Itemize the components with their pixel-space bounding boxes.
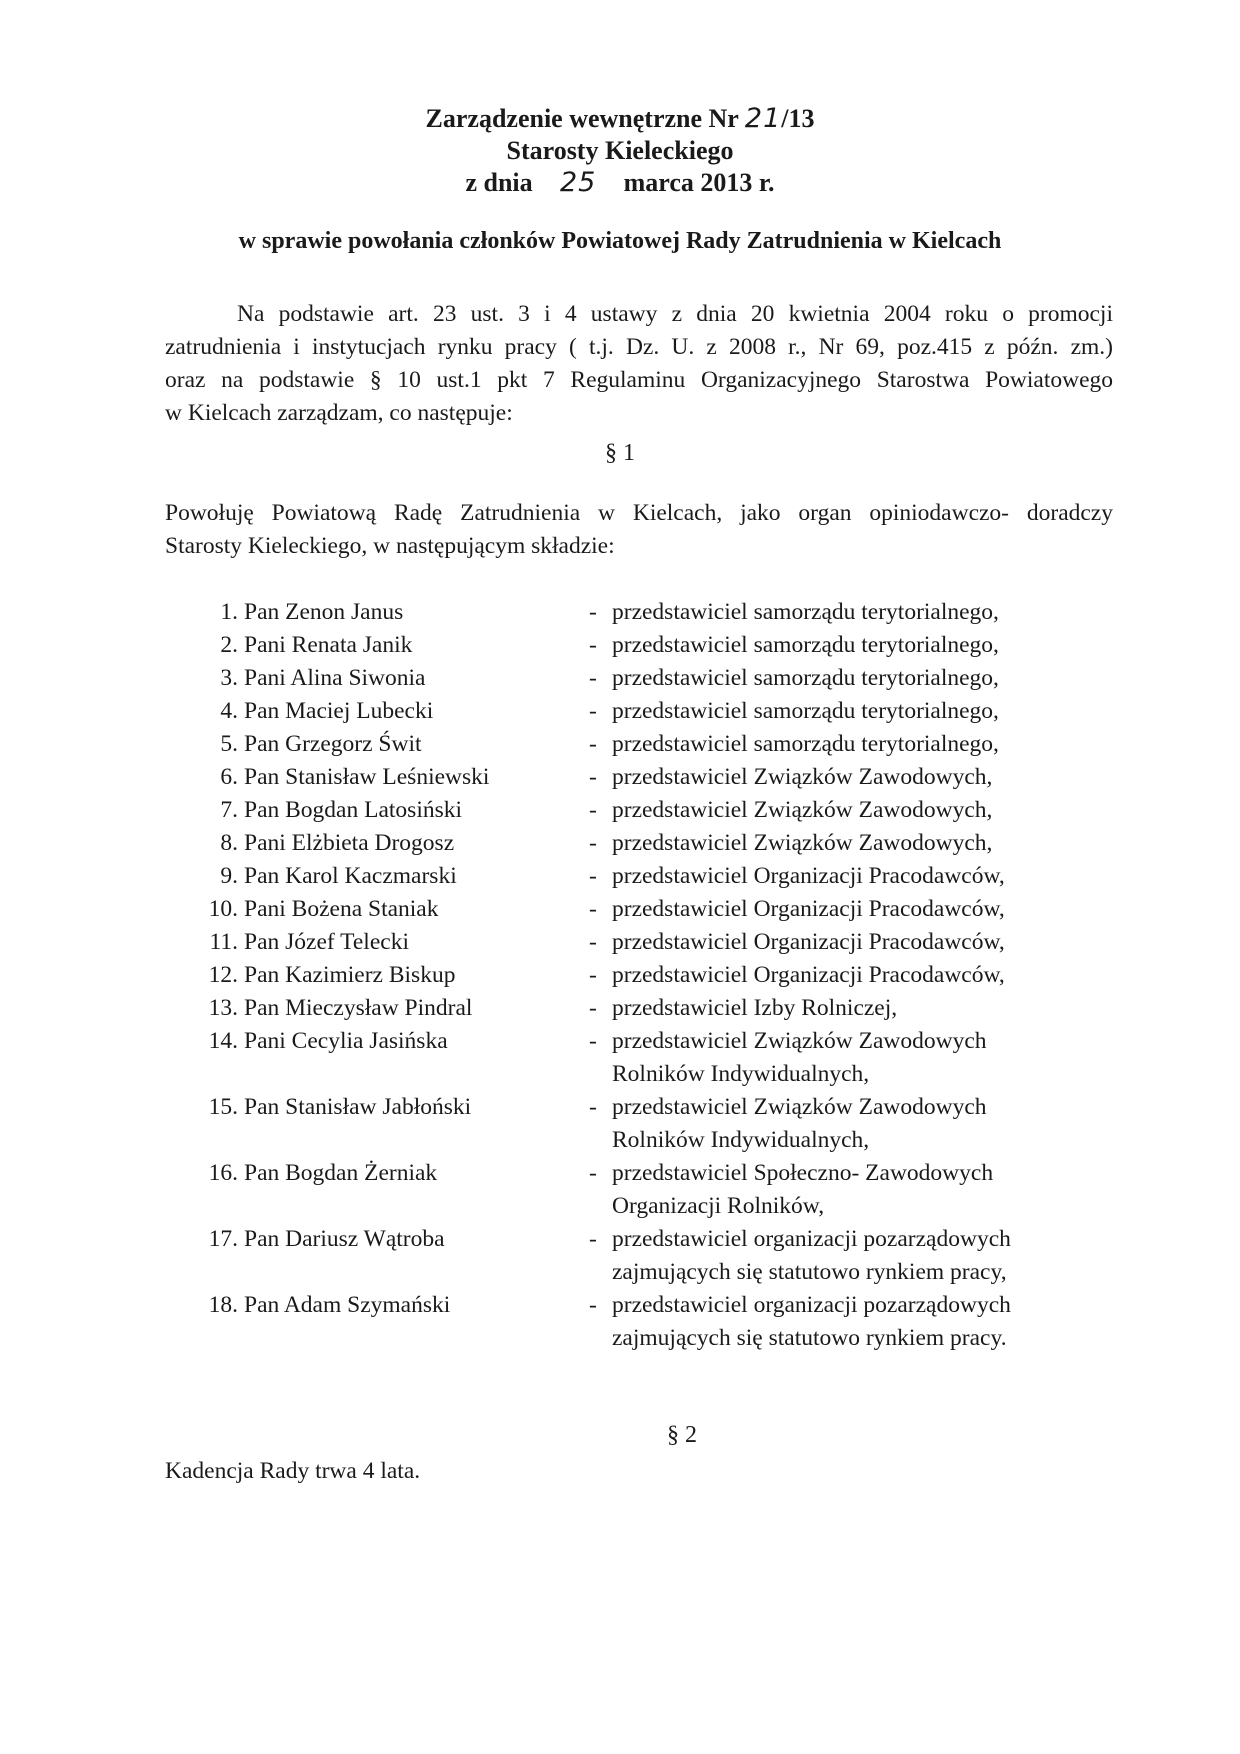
title-suffix: /13 bbox=[781, 104, 815, 133]
list-item bbox=[200, 827, 1100, 860]
member-number: 4. bbox=[220, 698, 238, 724]
member-dash: - bbox=[589, 830, 597, 856]
member-number: 17. bbox=[208, 1226, 238, 1252]
member-role bbox=[612, 662, 1082, 695]
member-name: Pan Karol Kaczmarski bbox=[244, 863, 457, 889]
list-item bbox=[200, 1025, 1100, 1091]
section-1-line: Powołuję Powiatową Radę Zatrudnienia w Kielcach, jako organ opiniodawczo- doradczy bbox=[165, 500, 1113, 526]
member-role-line: zajmujących się statutowo rynkiem pracy, bbox=[612, 1259, 1007, 1285]
date-suffix: marca 2013 r. bbox=[623, 168, 775, 197]
member-dash: - bbox=[589, 1028, 597, 1054]
member-number: 3. bbox=[220, 665, 238, 691]
member-number: 13. bbox=[208, 995, 238, 1021]
member-number: 8. bbox=[220, 830, 238, 856]
member-name: Pan Józef Telecki bbox=[244, 929, 409, 955]
member-role bbox=[612, 992, 1082, 1025]
legal-basis-line: oraz na podstawie § 10 ust.1 pkt 7 Regulaminu Organizacyjnego Starostwa Powiatowego bbox=[165, 367, 1113, 393]
member-role-line: przedstawiciel Związków Zawodowych, bbox=[612, 797, 993, 823]
legal-basis-paragraph bbox=[165, 298, 1113, 430]
issuing-authority: Starosty Kieleckiego bbox=[506, 136, 734, 165]
member-name: Pani Renata Janik bbox=[244, 632, 413, 658]
member-number: 16. bbox=[208, 1160, 238, 1186]
members-list bbox=[200, 596, 1100, 1355]
member-name: Pan Dariusz Wątroba bbox=[244, 1226, 445, 1252]
list-item bbox=[200, 893, 1100, 926]
member-role bbox=[612, 761, 1082, 794]
member-role bbox=[612, 695, 1082, 728]
list-item bbox=[200, 629, 1100, 662]
member-dash: - bbox=[589, 1094, 597, 1120]
member-name: Pani Elżbieta Drogosz bbox=[244, 830, 455, 856]
member-name: Pan Grzegorz Świt bbox=[244, 731, 422, 757]
member-number: 6. bbox=[220, 764, 238, 790]
member-number: 2. bbox=[220, 632, 238, 658]
member-dash: - bbox=[589, 764, 597, 790]
member-dash: - bbox=[589, 1160, 597, 1186]
member-number: 12. bbox=[208, 962, 238, 988]
member-number: 10. bbox=[208, 896, 238, 922]
member-role bbox=[612, 1157, 1082, 1223]
member-dash: - bbox=[589, 1292, 597, 1318]
member-role bbox=[612, 893, 1082, 926]
list-item bbox=[200, 761, 1100, 794]
member-role-line: Organizacji Rolników, bbox=[612, 1193, 825, 1219]
member-name: Pan Mieczysław Pindral bbox=[244, 995, 473, 1021]
member-dash: - bbox=[589, 962, 597, 988]
list-item bbox=[200, 1091, 1100, 1157]
member-number: 5. bbox=[220, 731, 238, 757]
member-role-line: Rolników Indywidualnych, bbox=[612, 1127, 870, 1153]
legal-basis-line: zatrudnienia i instytucjach rynku pracy ( t.j. Dz. U. z 2008 r., Nr 69, poz.415 z późn. zm.) bbox=[165, 334, 1113, 360]
member-role-line: przedstawiciel organizacji pozarządowych bbox=[612, 1292, 1011, 1318]
member-role-line: przedstawiciel Organizacji Pracodawców, bbox=[612, 896, 1005, 922]
member-role-line: przedstawiciel Związków Zawodowych bbox=[612, 1028, 987, 1054]
member-dash: - bbox=[589, 731, 597, 757]
section-2-text: Kadencja Rady trwa 4 lata. bbox=[165, 1458, 421, 1484]
section-1-line: Starosty Kieleckiego, w następującym składzie: bbox=[165, 533, 615, 559]
member-role bbox=[612, 1289, 1082, 1355]
document-subject: w sprawie powołania członków Powiatowej Rady Zatrudnienia w Kielcach bbox=[238, 228, 1002, 254]
member-role bbox=[612, 1025, 1082, 1091]
member-name: Pani Alina Siwonia bbox=[244, 665, 426, 691]
member-number: 14. bbox=[208, 1028, 238, 1054]
member-dash: - bbox=[589, 797, 597, 823]
document-date bbox=[0, 168, 1240, 198]
handwritten-number: 21 bbox=[744, 103, 782, 134]
member-dash: - bbox=[589, 599, 597, 625]
list-item bbox=[200, 728, 1100, 761]
list-item bbox=[200, 959, 1100, 992]
list-item bbox=[200, 1289, 1100, 1355]
member-dash: - bbox=[589, 632, 597, 658]
member-role bbox=[612, 1091, 1082, 1157]
list-item bbox=[200, 662, 1100, 695]
member-role bbox=[612, 827, 1082, 860]
member-number: 18. bbox=[208, 1292, 238, 1318]
member-name: Pan Adam Szymański bbox=[244, 1292, 451, 1318]
section-1-heading: § 1 bbox=[605, 440, 635, 466]
member-role bbox=[612, 728, 1082, 761]
list-item bbox=[200, 596, 1100, 629]
list-item bbox=[200, 1157, 1100, 1223]
section-2-heading: § 2 bbox=[667, 1422, 697, 1448]
member-role bbox=[612, 596, 1082, 629]
date-prefix: z dnia bbox=[465, 168, 533, 197]
member-role-line: przedstawiciel samorządu terytorialnego, bbox=[612, 698, 999, 724]
handwritten-day: 25 bbox=[559, 167, 597, 198]
member-role-line: przedstawiciel samorządu terytorialnego, bbox=[612, 731, 999, 757]
member-role-line: przedstawiciel Związków Zawodowych, bbox=[612, 830, 993, 856]
member-role-line: przedstawiciel samorządu terytorialnego, bbox=[612, 632, 999, 658]
member-number: 11. bbox=[209, 929, 238, 955]
member-role-line: przedstawiciel samorządu terytorialnego, bbox=[612, 665, 999, 691]
member-name: Pan Bogdan Żerniak bbox=[244, 1160, 438, 1186]
member-name: Pan Zenon Janus bbox=[244, 599, 404, 625]
member-role bbox=[612, 926, 1082, 959]
member-name: Pan Stanisław Leśniewski bbox=[244, 764, 490, 790]
section-1-paragraph bbox=[165, 497, 1113, 563]
member-dash: - bbox=[589, 698, 597, 724]
member-role bbox=[612, 959, 1082, 992]
member-number: 15. bbox=[208, 1094, 238, 1120]
member-role bbox=[612, 1223, 1082, 1289]
member-role-line: przedstawiciel samorządu terytorialnego, bbox=[612, 599, 999, 625]
member-role-line: przedstawiciel Związków Zawodowych, bbox=[612, 764, 993, 790]
member-dash: - bbox=[589, 863, 597, 889]
list-item bbox=[200, 992, 1100, 1025]
member-name: Pani Cecylia Jasińska bbox=[244, 1028, 448, 1054]
member-role-line: przedstawiciel Organizacji Pracodawców, bbox=[612, 863, 1005, 889]
member-number: 1. bbox=[220, 599, 238, 625]
member-number: 7. bbox=[220, 797, 238, 823]
member-name: Pan Stanisław Jabłoński bbox=[244, 1094, 472, 1120]
member-name: Pan Kazimierz Biskup bbox=[244, 962, 456, 988]
list-item bbox=[200, 695, 1100, 728]
legal-basis-line: w Kielcach zarządzam, co następuje: bbox=[165, 400, 513, 426]
legal-basis-line: Na podstawie art. 23 ust. 3 i 4 ustawy z dnia 20 kwietnia 2004 roku o promocji bbox=[237, 301, 1113, 327]
member-role bbox=[612, 794, 1082, 827]
member-dash: - bbox=[589, 665, 597, 691]
member-dash: - bbox=[589, 896, 597, 922]
title-prefix: Zarządzenie wewnętrzne Nr bbox=[425, 104, 739, 133]
list-item bbox=[200, 926, 1100, 959]
member-role-line: przedstawiciel organizacji pozarządowych bbox=[612, 1226, 1011, 1252]
member-name: Pan Maciej Lubecki bbox=[244, 698, 434, 724]
member-role-line: przedstawiciel Organizacji Pracodawców, bbox=[612, 962, 1005, 988]
member-role-line: przedstawiciel Izby Rolniczej, bbox=[612, 995, 898, 1021]
member-role-line: przedstawiciel Społeczno- Zawodowych bbox=[612, 1160, 994, 1186]
member-role-line: zajmujących się statutowo rynkiem pracy. bbox=[612, 1325, 1007, 1351]
member-name: Pan Bogdan Latosiński bbox=[244, 797, 463, 823]
list-item bbox=[200, 860, 1100, 893]
member-role-line: przedstawiciel Organizacji Pracodawców, bbox=[612, 929, 1005, 955]
member-number: 9. bbox=[220, 863, 238, 889]
member-role-line: Rolników Indywidualnych, bbox=[612, 1061, 870, 1087]
member-role bbox=[612, 860, 1082, 893]
document-title bbox=[0, 104, 1240, 134]
member-dash: - bbox=[589, 929, 597, 955]
member-role bbox=[612, 629, 1082, 662]
list-item bbox=[200, 794, 1100, 827]
member-role-line: przedstawiciel Związków Zawodowych bbox=[612, 1094, 987, 1120]
list-item bbox=[200, 1223, 1100, 1289]
member-name: Pani Bożena Staniak bbox=[244, 896, 439, 922]
member-dash: - bbox=[589, 1226, 597, 1252]
member-dash: - bbox=[589, 995, 597, 1021]
